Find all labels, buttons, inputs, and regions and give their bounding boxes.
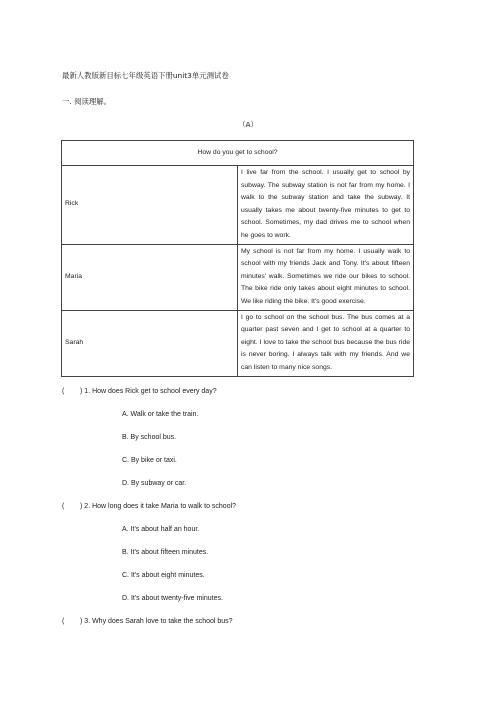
option-a: A. It's about half an hour. [122,526,200,533]
option-a: A. Walk or take the train. [122,411,199,418]
table-header-row [62,141,414,166]
option-c: C. By bike or taxi. [122,457,177,464]
option-d: D. By subway or car. [122,480,187,487]
answer-blank-close: ) [80,503,83,510]
question-text: 1. How does Rick get to school every day? [84,388,217,395]
question-text: 3. Why does Sarah love to take the school bus? [84,618,233,625]
section-heading: 一. 阅读理解。 [62,97,112,106]
reading-table [61,140,414,377]
part-label: （A） [238,120,258,129]
option-d: D. It's about twenty-five minutes. [122,595,223,602]
document-title: 最新人教版新目标七年级英语下册unit3单元测试卷 [62,71,229,80]
table-row [62,244,414,310]
option-b: B. By school bus. [122,434,177,441]
answer-blank-open[interactable]: ( [62,503,65,510]
student-passage: I live far from the school. I usually get to school by subway. The subway station is not far from my home. I walk to the subway station and take the subway. It usually takes me about twenty-five minutes to get to school. Sometimes, my dad drives me to school when he goes to work. [238,166,414,245]
student-passage: My school is not far from my home. I usually walk to school with my friends Jack and Tony. It's about fifteen minutes' walk. Sometimes we ride our bikes to school. The bike ride only takes about eight minutes to school. We like riding the bike. It's good exercise. [238,244,414,310]
question-1 [62,388,217,395]
answer-blank-close: ) [80,618,83,625]
answer-blank-close: ) [80,388,83,395]
table-header: How do you get to school? [62,141,414,166]
student-name: Rick [62,166,238,245]
option-c: C. It's about eight minutes. [122,572,205,579]
question-3 [62,618,233,625]
answer-blank-open[interactable]: ( [62,618,65,625]
option-b: B. It's about fifteen minutes. [122,549,209,556]
student-passage: I go to school on the school bus. The bus comes at a quarter past seven and I get to school at a quarter to eight. I love to take the school bus because the bus ride is never boring. I always talk with my friends. And we can listen to many nice songs. [238,310,414,376]
table-row [62,166,414,245]
question-text: 2. How long does it take Maria to walk to school? [84,503,237,510]
answer-blank-open[interactable]: ( [62,388,65,395]
table-row [62,310,414,376]
student-name: Maria [62,244,238,310]
question-2 [62,503,236,510]
student-name: Sarah [62,310,238,376]
